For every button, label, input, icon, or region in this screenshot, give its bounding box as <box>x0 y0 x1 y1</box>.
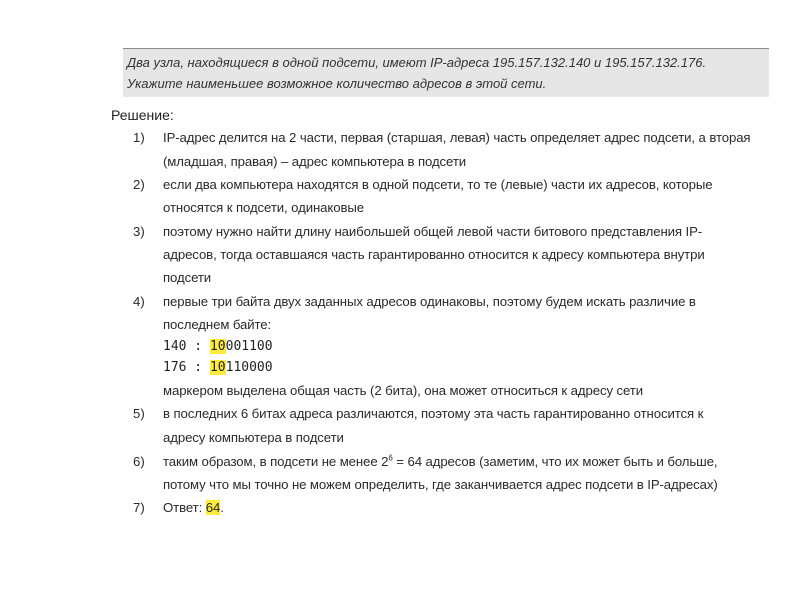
task-text-line-2: Укажите наименьшее возможное количество адресов в этой сети. <box>127 76 547 91</box>
item-number: 7) <box>133 500 145 515</box>
item-text: IP-адрес делится на 2 части, первая (старшая, левая) часть определяет адрес подсети, а вторая <box>163 130 751 145</box>
task-box <box>123 48 769 97</box>
solution-title: Решение: <box>111 107 174 123</box>
item-text: (младшая, правая) – адрес компьютера в подсети <box>163 154 467 169</box>
binary-row <box>163 360 273 375</box>
item-text: в последних 6 битах адреса различаются, поэтому эта часть гарантированно относится к <box>163 406 704 421</box>
item-text: поэтому нужно найти длину наибольшей общей левой части битового представления IP- <box>163 224 703 239</box>
item-text: таким образом, в подсети не менее $2^6 = 64$ адресов (заметим, что их может быть и больше, <box>163 453 718 469</box>
binary-label: 176 : <box>163 360 210 375</box>
item-number: 1) <box>133 130 145 145</box>
common-bits-highlight: 10 <box>209 339 226 354</box>
binary-label: 140 : <box>163 339 210 354</box>
item-text: если два компьютера находятся в одной подсети, то те (левые) части их адресов, которые <box>163 177 713 192</box>
item-text: подсети <box>163 270 212 285</box>
task-text-line-1: Два узла, находящиеся в одной подсети, имеют IP-адреса 195.157.132.140 и 195.157.132.176. <box>127 55 707 70</box>
answer-line: Ответ: 64. <box>163 500 224 515</box>
common-bits-highlight: 10 <box>209 360 226 375</box>
item-number: 5) <box>133 406 145 421</box>
item-number: 6) <box>133 454 145 469</box>
marker-note: маркером выделена общая часть (2 бита), она может относиться к адресу сети <box>163 383 644 398</box>
binary-row <box>163 339 273 354</box>
item-text: относятся к подсети, одинаковые <box>163 200 364 215</box>
item-number: 3) <box>133 224 145 239</box>
item-number: 4) <box>133 294 145 309</box>
item-text: первые три байта двух заданных адресов одинаковы, поэтому будем искать различие в <box>163 294 696 309</box>
item-text: потому что мы точно не можем определить, где заканчивается адрес подсети в IP-адресах) <box>163 477 718 492</box>
binary-rest: 001100 <box>225 339 273 354</box>
item-text: адресу компьютера в подсети <box>163 430 344 445</box>
answer-label: Ответ: <box>163 500 206 515</box>
binary-rest: 110000 <box>225 360 273 375</box>
exponent: 6 <box>388 453 393 463</box>
item-number: 2) <box>133 177 145 192</box>
item-text: адресов, тогда оставшаяся часть гарантированно относится к адресу компьютера внутри <box>163 247 705 262</box>
answer-value: 64 <box>205 500 221 515</box>
item-text: последнем байте: <box>163 317 272 332</box>
